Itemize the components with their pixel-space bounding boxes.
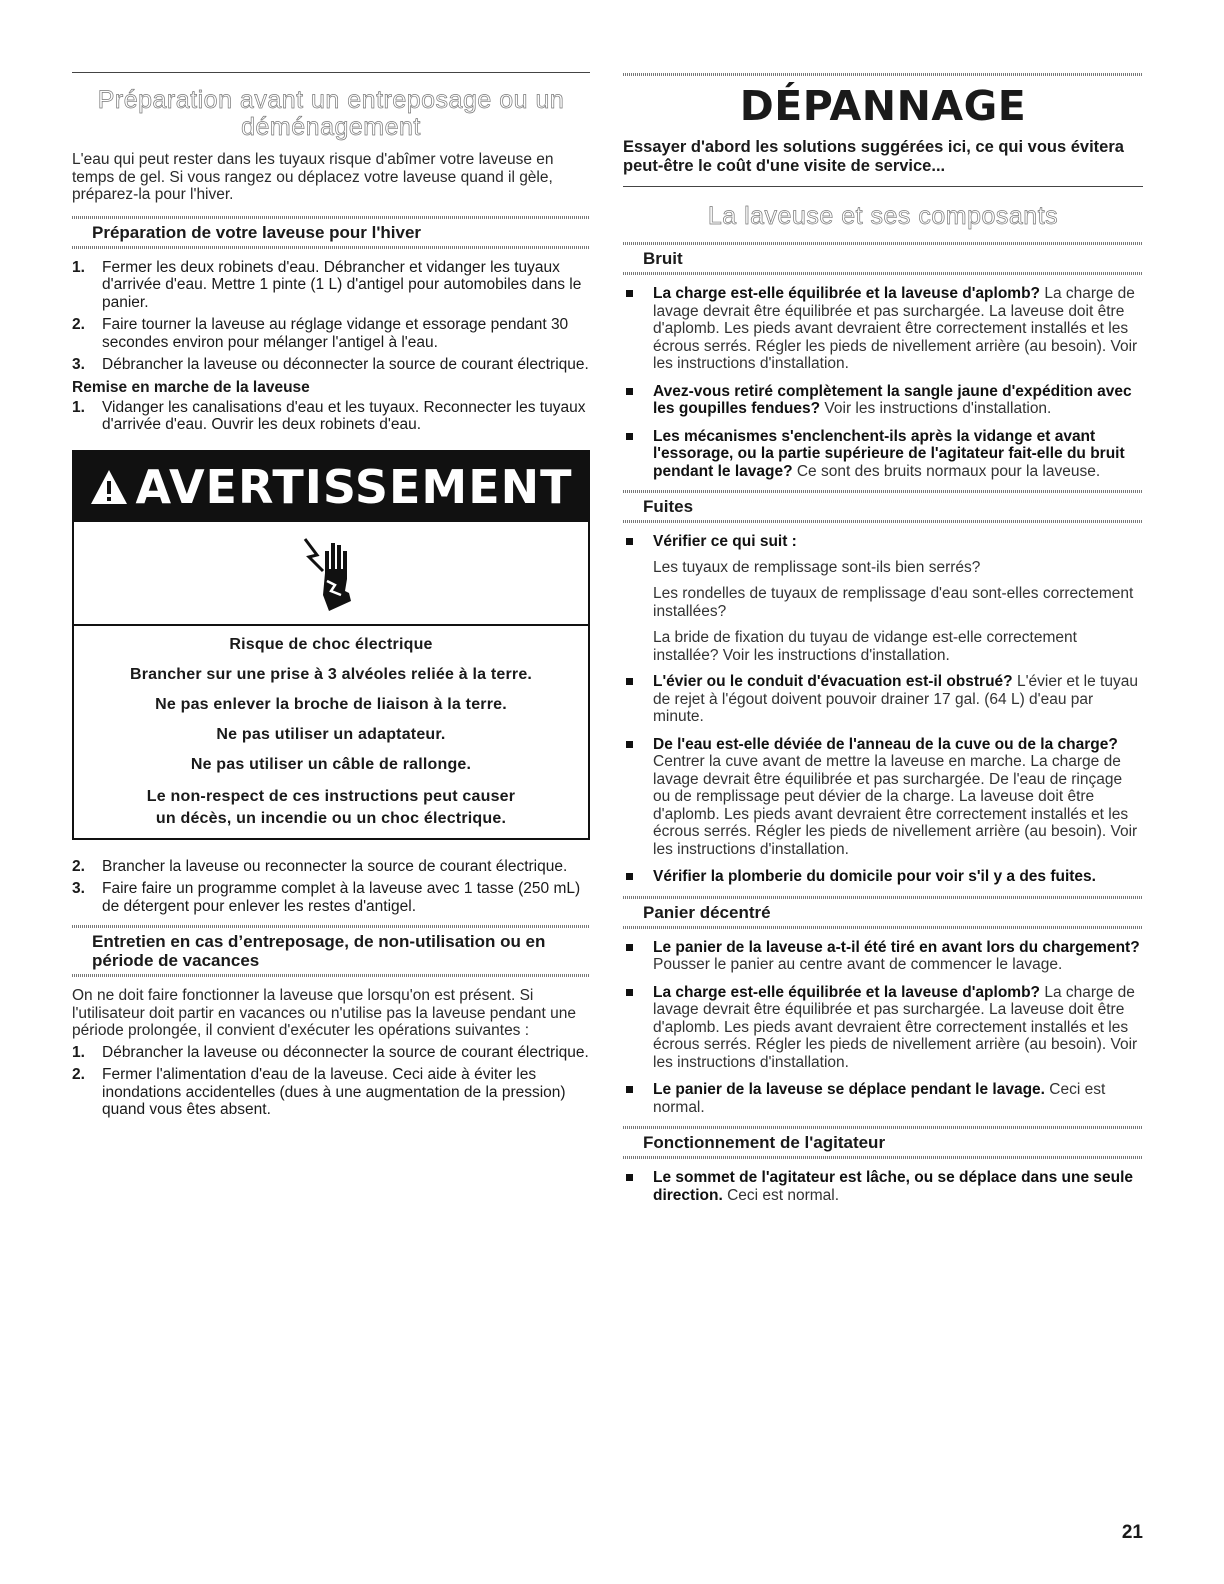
warning-header (74, 452, 588, 522)
basket-list (623, 939, 1143, 1117)
list-item: De l'eau est-elle déviée de l'anneau de la cuve ou de la charge? Centrer la cuve avant de mettre la laveuse en marche. La charge de lavage devrait être équilibrée et pas surchargée. De l'eau de rinçage ou de remplissage peut dévier de la charge. La laveuse doit être d'aplomb. Les pieds avant devraient être correctement installés et les écrous serrés. Régler les pieds de nivellement arrière (au besoin). Voir les instructions d'installation. (623, 736, 1143, 859)
list-item: L'évier ou le conduit d'évacuation est-il obstrué? L'évier et le tuyau de rejet à l'égout doivent pouvoir drainer 17 gal. (64 L) d'eau par minute. (623, 673, 1143, 726)
electric-shock-hand-icon (301, 533, 361, 613)
warning-line: Ne pas enlever la broche de liaison à la terre. (155, 695, 507, 713)
list-item: La charge est-elle équilibrée et la laveuse d'aplomb? La charge de lavage devrait être équilibrée et pas surchargée. La laveuse doit être d'aplomb. Les pieds avant devraient être correctement installés et les écrous serrés. Régler les pieds de nivellement arrière (au besoin). Voir les instructions d'installation. (623, 285, 1143, 373)
warning-triangle-icon (89, 467, 129, 507)
list-item: Vérifier ce qui suit : (623, 533, 1143, 551)
restart-steps (72, 399, 590, 434)
agitator-heading: Fonctionnement de l'agitateur (643, 1133, 886, 1152)
dotted-rule (623, 272, 1143, 275)
dotted-rule (623, 926, 1143, 929)
warning-line: Ne pas utiliser un adaptateur. (216, 725, 446, 743)
warning-body (74, 626, 588, 838)
section-title: La laveuse et ses composants (707, 202, 1059, 230)
check-line: La bride de fixation du tuyau de vidange est-elle correctement installée? Voir les instructions d'installation. (653, 629, 1077, 664)
list-item: Avez-vous retiré complètement la sangle jaune d'expédition avec les goupilles fendues? Voir les instructions d'installation. (623, 383, 1143, 418)
list-item: Les mécanismes s'enclenchent-ils après la vidange et avant l'essorage, ou la partie supérieure de l'agitateur fait-elle du bruit pendant le lavage? Ce sont des bruits normaux pour la laveuse. (623, 428, 1143, 481)
list-item: 2. Faire tourner la laveuse au réglage vidange et essorage pendant 30 secondes environ pour mélanger l'antigel à l'eau. (72, 316, 569, 351)
leaks-list (623, 673, 1143, 886)
left-column (72, 0, 590, 1124)
leaks-check-list (623, 533, 1143, 551)
list-item: La charge est-elle équilibrée et la laveuse d'aplomb? La charge de lavage devrait être équilibrée et pas surchargée. La laveuse doit être d'aplomb. Les pieds avant devraient être correctement installés et les écrous serrés. Régler les pieds de nivellement arrière (au besoin). Voir les instructions d'installation. (623, 984, 1143, 1072)
right-column (623, 0, 1143, 1214)
winter-steps (72, 259, 590, 374)
list-item: 2. Brancher la laveuse ou reconnecter la source de courant électrique. (72, 857, 568, 875)
vacation-intro-text: On ne doit faire fonctionner la laveuse que lorsqu'on est présent. Si l'utilisateur doit partir en vacances ou n'utilise pas la laveuse pendant une période prolongée, il convient d'exécuter les opérations suivantes : (72, 987, 576, 1039)
list-item: 1. Vidanger les canalisations d'eau et les tuyaux. Reconnecter les tuyaux d'arrivée d'eau. Ouvrir les deux robinets d'eau. (72, 398, 586, 433)
list-item: 3. Débrancher la laveuse ou déconnecter la source de courant électrique. (72, 356, 589, 373)
noise-list (623, 285, 1143, 480)
noise-heading: Bruit (643, 249, 683, 268)
page-number: 21 (1121, 1522, 1143, 1543)
storage-steps (72, 1044, 590, 1119)
check-line: Les tuyaux de remplissage sont-ils bien serrés? (653, 558, 981, 576)
top-rule (72, 72, 590, 73)
dotted-rule (72, 974, 590, 977)
warning-line: Ne pas utiliser un câble de rallonge. (190, 755, 472, 773)
warning-icon-row (74, 522, 588, 626)
storage-heading: Entretien en cas d’entreposage, de non-utilisation ou en période de vacances (92, 932, 546, 970)
warning-line: Brancher sur une prise à 3 alvéoles reliée à la terre. (129, 665, 533, 683)
list-item: Le panier de la laveuse se déplace pendant le lavage. Ceci est normal. (623, 1081, 1143, 1116)
warning-box (72, 450, 590, 840)
section-title: Préparation avant un entreposage ou un déménagement (97, 86, 565, 141)
list-item: 1. Fermer les deux robinets d'eau. Débrancher et vidanger les tuyaux d'arrivée d'eau. Mettre 1 pinte (1 L) d'antigel pour automobiles dans le panier. (72, 258, 582, 311)
page-title: DÉPANNAGE (739, 82, 1027, 130)
dotted-rule (623, 73, 1143, 76)
leaks-heading: Fuites (643, 497, 694, 516)
winter-heading: Préparation de votre laveuse pour l'hiver (92, 222, 422, 242)
rule (623, 186, 1143, 187)
dotted-rule (72, 246, 590, 249)
list-item: 1. Débrancher la laveuse ou déconnecter la source de courant électrique. (72, 1043, 589, 1061)
list-item: Le panier de la laveuse a-t-il été tiré en avant lors du chargement? Pousser le panier au centre avant de commencer le lavage. (623, 939, 1143, 974)
warning-title: AVERTISSEMENT (135, 459, 573, 514)
troubleshooting-intro: Essayer d'abord les solutions suggérées ici, ce qui vous évitera peut-être le coût d'une visite de service... (623, 138, 1124, 175)
restart-heading: Remise en marche de la laveuse (72, 378, 310, 396)
list-item: 2. Fermer l'alimentation d'eau de la laveuse. Ceci aide à éviter les inondations accidentelles (dues à une augmentation de la pression) quand vous êtes absent. (72, 1066, 566, 1118)
dotted-rule (623, 1156, 1143, 1159)
basket-heading: Panier décentré (643, 902, 771, 922)
check-line: Les rondelles de tuyaux de remplissage d'eau sont-elles correctement installées? (653, 585, 1134, 620)
restart-steps-continued (72, 858, 590, 916)
list-item: Le sommet de l'agitateur est lâche, ou se déplace dans une seule direction. Ceci est normal. (623, 1169, 1143, 1204)
warning-line: Le non-respect de ces instructions peut causer un décès, un incendie ou un choc électrique. (146, 787, 516, 827)
storage-intro-text: L'eau qui peut rester dans les tuyaux risque d'abîmer votre laveuse en temps de gel. Si vous rangez ou déplacez votre laveuse quand il gèle, préparez-la pour l'hiver. (72, 151, 554, 203)
warning-line: Risque de choc électrique (229, 635, 433, 653)
dotted-rule (623, 520, 1143, 523)
list-item: 3. Faire faire un programme complet à la laveuse avec 1 tasse (250 mL) de détergent pour enlever les restes d'antigel. (72, 880, 581, 915)
agitator-list (623, 1169, 1143, 1204)
list-item: Vérifier la plomberie du domicile pour voir s'il y a des fuites. (623, 868, 1143, 886)
